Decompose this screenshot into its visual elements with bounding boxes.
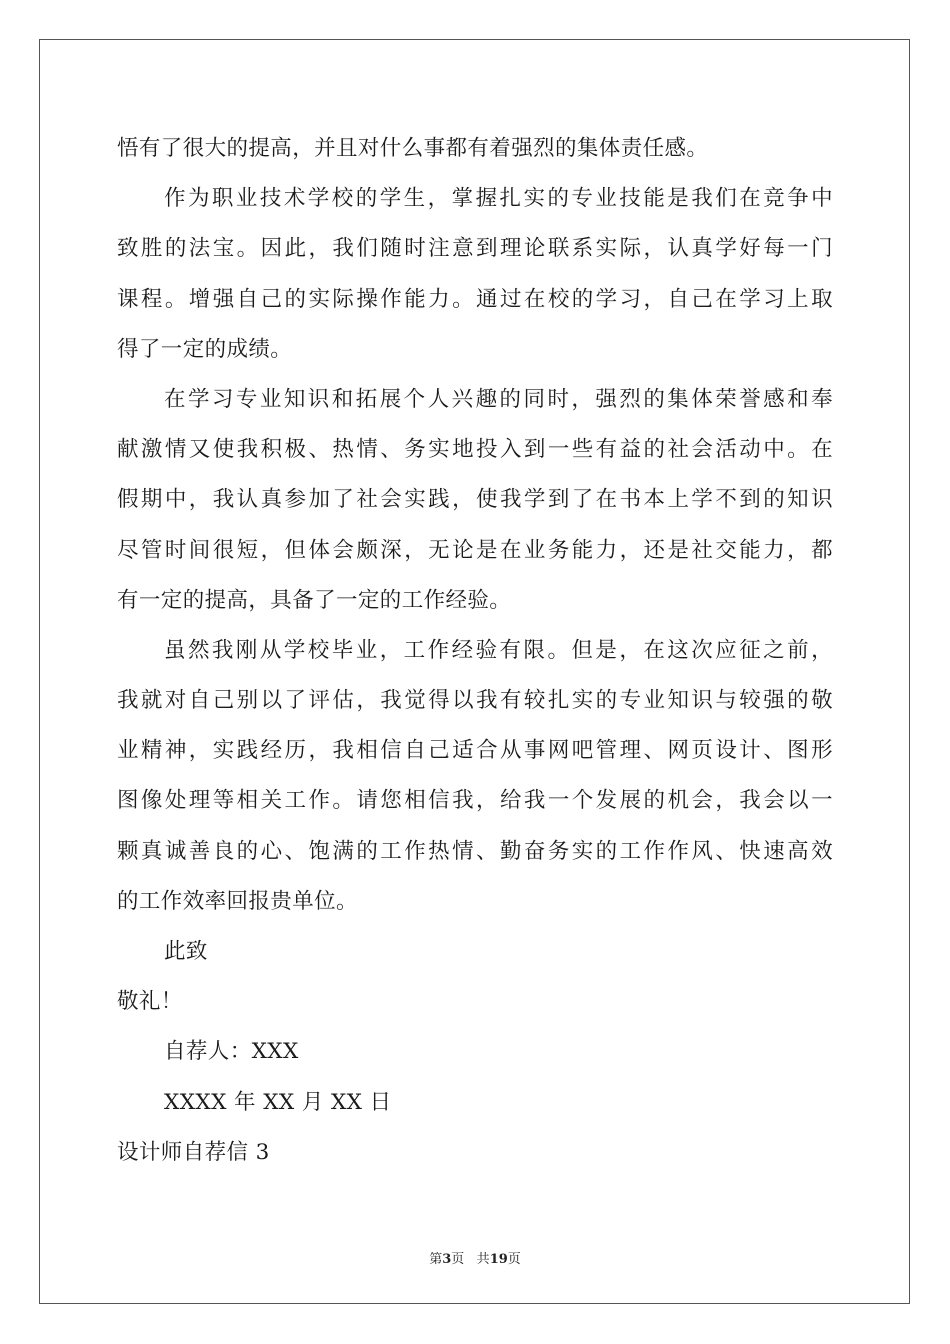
text-line: 假期中，我认真参加了社会实践，使我学到了在书本上学不到的知识 — [117, 487, 833, 513]
total-suffix: 页 — [507, 1252, 521, 1267]
text-line: 得了一定的成绩。 — [117, 336, 293, 362]
text-line: 有一定的提高，具备了一定的工作经验。 — [117, 587, 512, 613]
date-line: XXXX 年 XX 月 XX 日 — [164, 1089, 392, 1115]
total-prefix: 共 — [476, 1252, 490, 1267]
page-footer — [0, 1248, 950, 1267]
text-line: 作为职业技术学校的学生，掌握扎实的专业技能是我们在竞争中 — [164, 186, 833, 212]
total-pages: 19 — [489, 1252, 508, 1267]
text-line: 的工作效率回报贵单位。 — [117, 888, 358, 914]
text-line: 在学习专业知识和拓展个人兴趣的同时，强烈的集体荣誉感和奉 — [164, 386, 833, 412]
text-line: 颗真诚善良的心、饱满的工作热情、勤奋务实的工作作风、快速高效 — [117, 838, 833, 864]
text-line: 业精神，实践经历，我相信自己适合从事网吧管理、网页设计、图形 — [117, 738, 833, 764]
closing-regards: 敬礼！ — [117, 989, 183, 1015]
document-body — [117, 124, 833, 1178]
text-line: 虽然我刚从学校毕业，工作经验有限。但是，在这次应征之前， — [164, 637, 833, 663]
text-line: 图像处理等相关工作。请您相信我，给我一个发展的机会，我会以一 — [117, 788, 833, 814]
text-line: 致胜的法宝。因此，我们随时注意到理论联系实际，认真学好每一门 — [117, 236, 833, 262]
section-heading: 设计师自荐信 3 — [117, 1139, 270, 1165]
text-line: 悟有了很大的提高，并且对什么事都有着强烈的集体责任感。 — [117, 136, 709, 161]
page-suffix: 页 — [451, 1252, 465, 1267]
text-line: 课程。增强自己的实际操作能力。通过在校的学习，自己在学习上取 — [117, 286, 833, 312]
closing-salutation: 此致 — [164, 939, 208, 964]
text-line: 献激情又使我积极、热情、务实地投入到一些有益的社会活动中。在 — [117, 437, 833, 463]
text-line: 我就对自己别以了评估，我觉得以我有较扎实的专业知识与较强的敬 — [117, 688, 833, 714]
signature-line: 自荐人：XXX — [164, 1039, 299, 1065]
page-number: 3 — [442, 1252, 452, 1267]
page-prefix: 第 — [429, 1252, 443, 1267]
text-line: 尽管时间很短，但体会颇深，无论是在业务能力，还是社交能力，都 — [117, 537, 833, 563]
